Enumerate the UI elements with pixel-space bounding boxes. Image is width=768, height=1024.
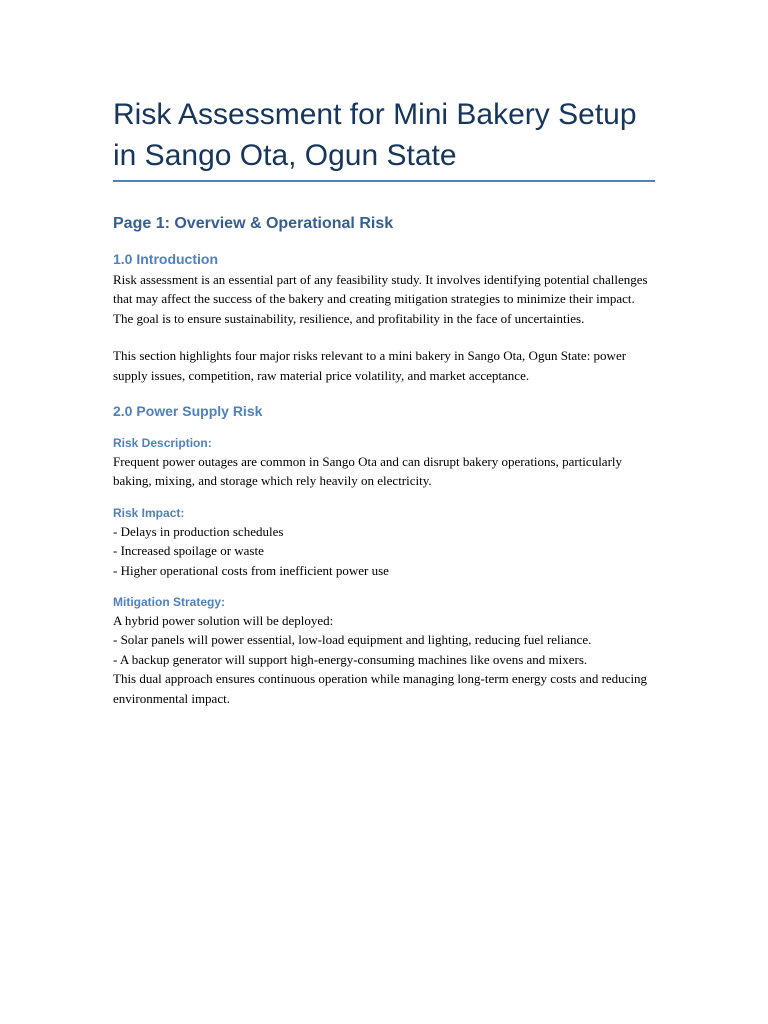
risk-description-label: Risk Description:: [113, 436, 212, 451]
title-underline-divider: [113, 180, 655, 182]
list-item: - Higher operational costs from inefficient power use: [113, 562, 389, 578]
document-content: [113, 94, 656, 708]
document-title: [113, 94, 656, 176]
list-item: - Increased spoilage or waste: [113, 543, 264, 559]
mitigation-line: This dual approach ensures continuous operation while managing long-term energy costs and reducing environmental impact.: [113, 671, 648, 706]
power-supply-risk-heading: 2.0 Power Supply Risk: [113, 403, 263, 420]
risk-description-text: Frequent power outages are common in Sango Ota and can disrupt bakery operations, particularly baking, mixing, and storage which rely heavily on electricity.: [113, 454, 623, 489]
introduction-heading: 1.0 Introduction: [113, 251, 218, 267]
mitigation-line: A hybrid power solution will be deployed:: [113, 613, 334, 629]
mitigation-line: - A backup generator will support high-energy-consuming machines like ovens and mixers.: [113, 651, 588, 667]
document-title-line-2: in Sango Ota, Ogun State: [113, 139, 457, 172]
document-title-line-1: Risk Assessment for Mini Bakery Setup: [113, 98, 637, 131]
introduction-paragraph-1: Risk assessment is an essential part of any feasibility study. It involves identifying potential challenges that may affect the success of the bakery and creating mitigation strategies to minimize their impact. The goal is to ensure sustainability, resilience, and profitability in the face of uncertainties.: [113, 272, 648, 326]
mitigation-strategy-text: [113, 611, 656, 708]
introduction-paragraph-2: This section highlights four major risks relevant to a mini bakery in Sango Ota, Ogun State: power supply issues, competition, raw material price volatility, and market acceptance.: [113, 348, 627, 383]
list-item: - Delays in production schedules: [113, 523, 284, 539]
risk-impact-list: [113, 522, 656, 580]
mitigation-line: - Solar panels will power essential, low-load equipment and lighting, reducing fuel reliance.: [113, 632, 592, 648]
page-heading: Page 1: Overview & Operational Risk: [113, 215, 394, 232]
risk-impact-label: Risk Impact:: [113, 505, 185, 520]
mitigation-strategy-label: Mitigation Strategy:: [113, 595, 226, 610]
